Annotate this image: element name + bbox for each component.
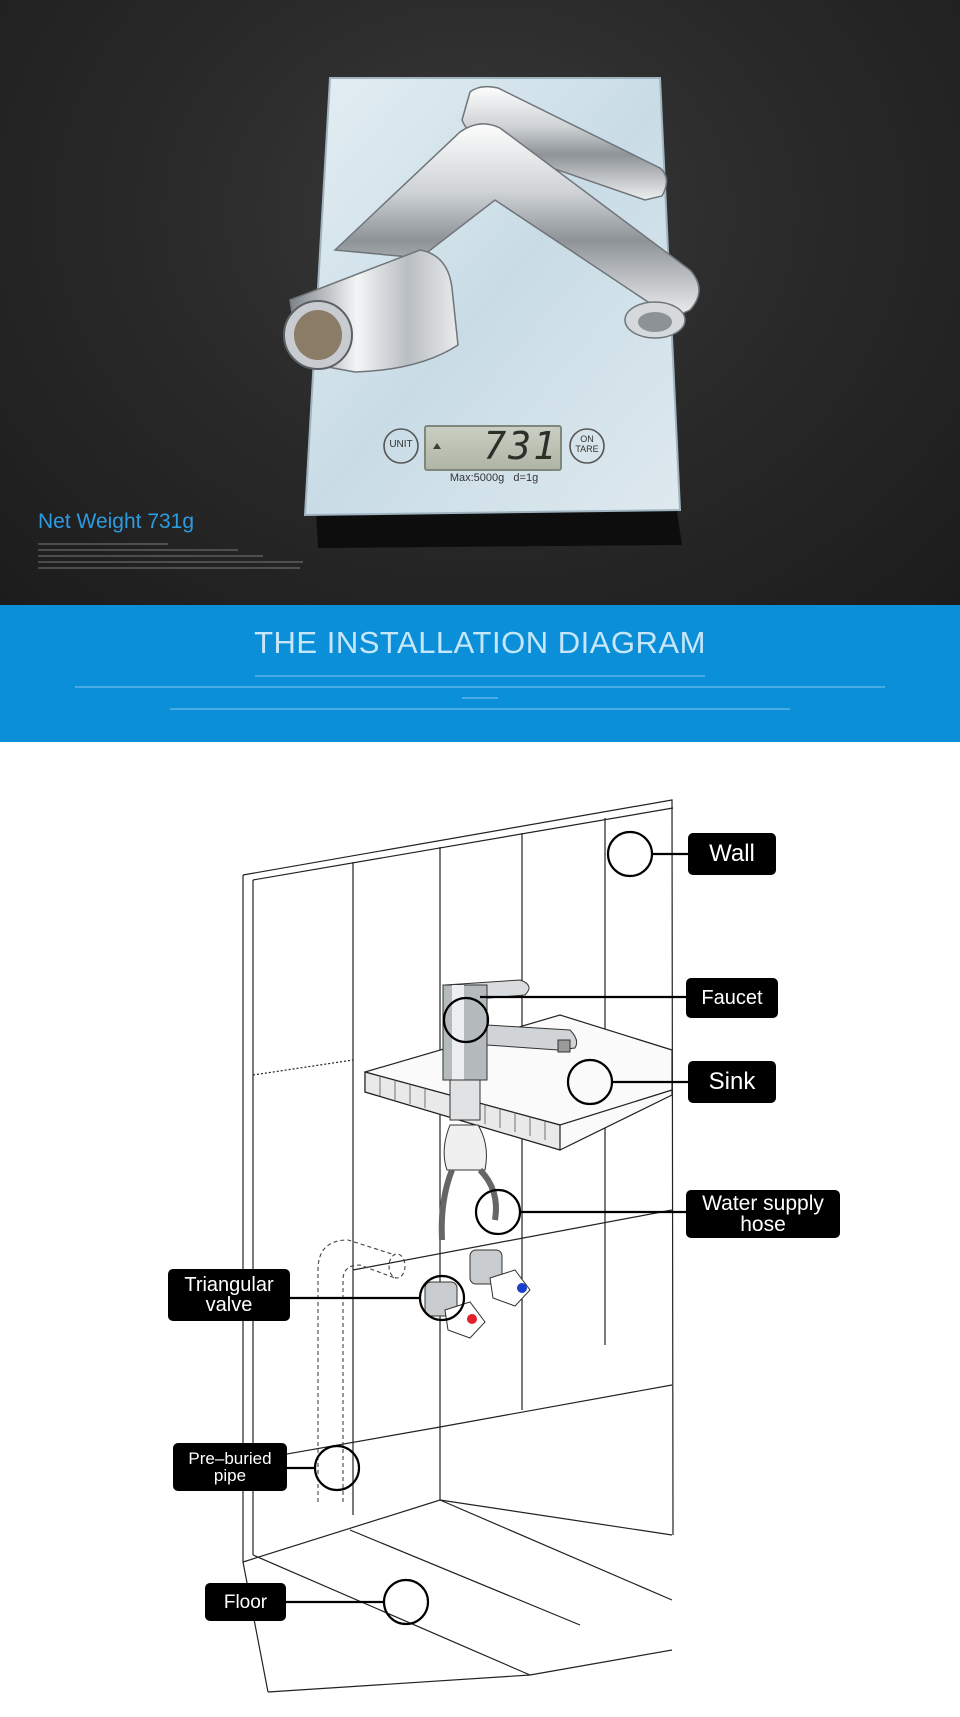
banner-title: THE INSTALLATION DIAGRAM <box>254 625 706 660</box>
callout-valve-label-line1: Triangular <box>184 1274 274 1296</box>
callout-pointers <box>286 832 688 1624</box>
unit-button[interactable] <box>384 439 418 450</box>
callout-valve <box>168 1269 290 1321</box>
room-linework <box>243 800 673 1692</box>
callout-hose-label-line2: hose <box>740 1213 786 1236</box>
on-tare-button[interactable] <box>570 434 604 454</box>
faucet-base-thread <box>294 310 342 360</box>
unit-button-label: UNIT <box>389 439 413 450</box>
banner-fine-print-1 <box>255 675 705 677</box>
callout-sink <box>688 1061 776 1103</box>
hero-photo <box>0 0 960 605</box>
on-tare-label-line1: ON <box>580 434 594 444</box>
callout-faucet-label: Faucet <box>701 987 763 1009</box>
banner-fine-print-4 <box>170 708 790 710</box>
callout-faucet <box>686 978 778 1018</box>
callout-wall <box>688 833 776 875</box>
cold-valve-marker <box>517 1283 527 1293</box>
lcd-reading: 731 <box>483 424 558 468</box>
fine-print-decoration <box>38 543 308 573</box>
callout-valve-label-line2: valve <box>205 1294 253 1316</box>
net-weight-label: Net Weight 731g <box>38 510 195 533</box>
pre-buried-pipe <box>318 1240 405 1502</box>
callout-floor-label: Floor <box>223 1591 268 1613</box>
callout-pipe-label-line1: Pre–buried <box>188 1449 272 1468</box>
wall-pointer-circle <box>608 832 652 876</box>
installation-banner <box>0 605 960 742</box>
banner-fine-print-2 <box>75 686 885 688</box>
aerator-mesh <box>638 312 672 332</box>
scale-spec-label: Max:5000g d=1g <box>449 472 539 484</box>
on-tare-label-line2: TARE <box>575 444 599 454</box>
callout-floor <box>205 1583 286 1621</box>
angle-valves <box>425 1250 530 1338</box>
callout-hose <box>686 1190 840 1238</box>
banner-fine-print-3 <box>462 697 498 699</box>
callout-pipe-label-line2: pipe <box>213 1466 247 1485</box>
floor-pointer-circle <box>384 1580 428 1624</box>
callout-sink-label: Sink <box>708 1068 756 1095</box>
callout-wall-label: Wall <box>709 840 755 867</box>
hot-valve-marker <box>467 1314 477 1324</box>
callout-hose-label-line1: Water supply <box>702 1192 824 1215</box>
callout-pipe <box>173 1443 287 1491</box>
